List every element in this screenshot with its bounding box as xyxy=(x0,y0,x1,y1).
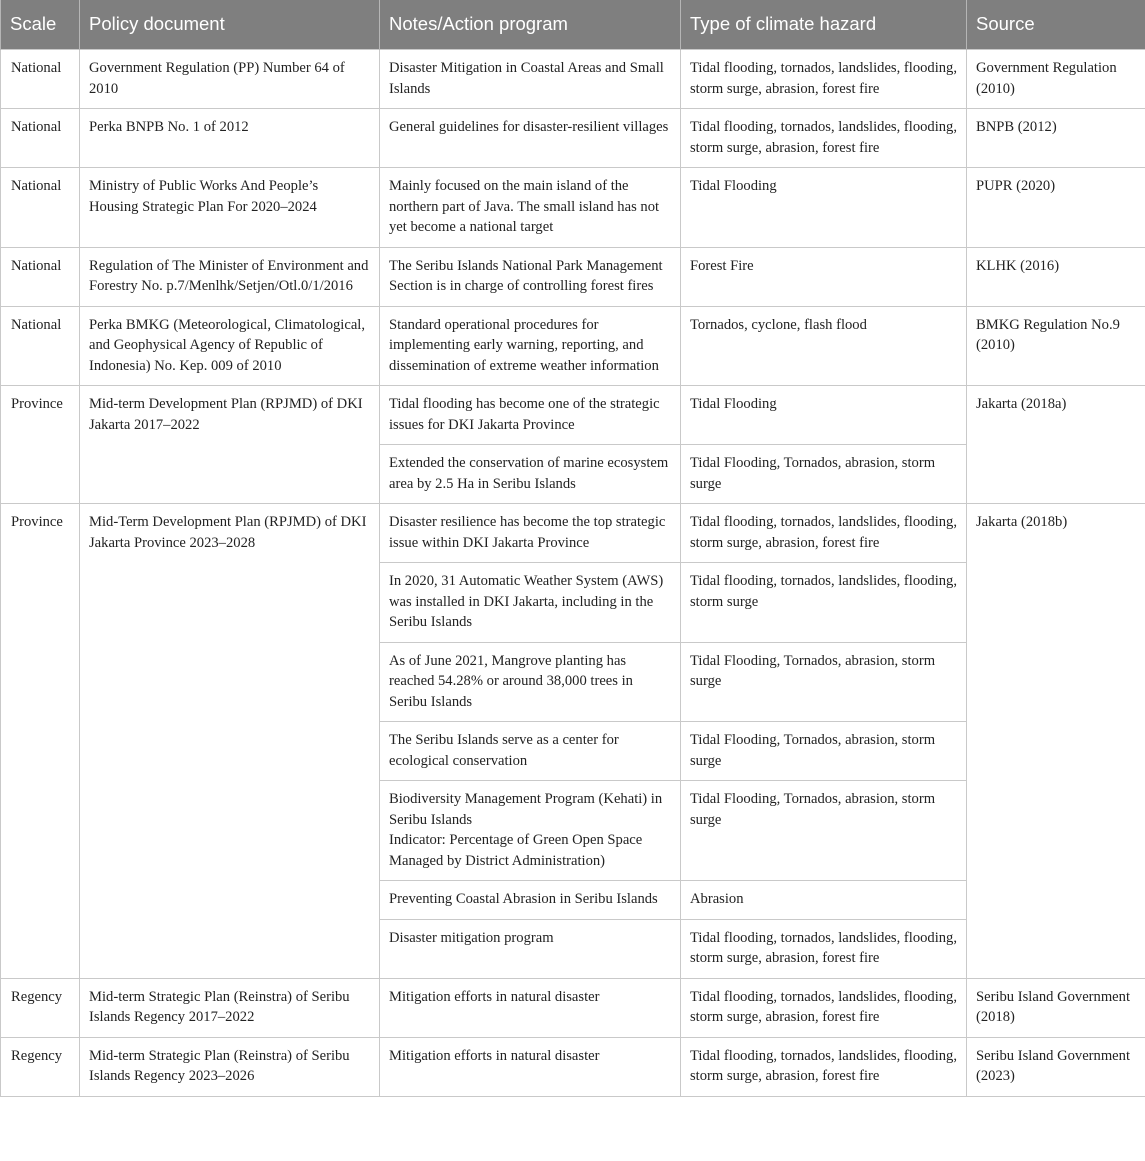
hazard-cell: Tornados, cyclone, flash flood xyxy=(681,306,967,386)
policy-document-cell: Government Regulation (PP) Number 64 of 2010 xyxy=(80,50,380,109)
hazard-cell: Tidal flooding, tornados, landslides, flooding, storm surge, abrasion, forest fire xyxy=(681,1037,967,1096)
scale-cell: Regency xyxy=(1,978,80,1037)
scale-cell: National xyxy=(1,168,80,248)
hazard-cell: Tidal Flooding, Tornados, abrasion, storm surge xyxy=(681,781,967,881)
notes-cell: As of June 2021, Mangrove planting has reached 54.28% or around 38,000 trees in Seribu Islands xyxy=(380,642,681,722)
scale-cell: Province xyxy=(1,504,80,979)
source-cell: Government Regulation (2010) xyxy=(967,50,1145,109)
source-cell: KLHK (2016) xyxy=(967,247,1145,306)
table-row xyxy=(1,109,1145,168)
source-cell: Seribu Island Government (2018) xyxy=(967,978,1145,1037)
notes-cell: Tidal flooding has become one of the strategic issues for DKI Jakarta Province xyxy=(380,386,681,445)
notes-cell: Standard operational procedures for implementing early warning, reporting, and dissemination of extreme weather information xyxy=(380,306,681,386)
header-scale: Scale xyxy=(1,0,80,50)
notes-cell: The Seribu Islands serve as a center for ecological conservation xyxy=(380,722,681,781)
notes-cell: In 2020, 31 Automatic Weather System (AWS) was installed in DKI Jakarta, including in the Seribu Islands xyxy=(380,563,681,643)
hazard-cell: Tidal flooding, tornados, landslides, flooding, storm surge xyxy=(681,563,967,643)
source-cell: Jakarta (2018a) xyxy=(967,386,1145,504)
hazard-cell: Tidal flooding, tornados, landslides, flooding, storm surge, abrasion, forest fire xyxy=(681,919,967,978)
source-cell: Jakarta (2018b) xyxy=(967,504,1145,979)
table-row xyxy=(1,386,1145,445)
hazard-cell: Tidal Flooding, Tornados, abrasion, storm surge xyxy=(681,642,967,722)
hazard-cell: Tidal Flooding, Tornados, abrasion, storm surge xyxy=(681,722,967,781)
header-notes: Notes/Action program xyxy=(380,0,681,50)
header-policy-document: Policy document xyxy=(80,0,380,50)
scale-cell: National xyxy=(1,247,80,306)
notes-cell: Disaster Mitigation in Coastal Areas and Small Islands xyxy=(380,50,681,109)
notes-cell: Biodiversity Management Program (Kehati) in Seribu Islands Indicator: Percentage of Green Open Space Managed by District Administration) xyxy=(380,781,681,881)
policy-document-cell: Mid-term Development Plan (RPJMD) of DKI Jakarta 2017–2022 xyxy=(80,386,380,504)
table-row xyxy=(1,50,1145,109)
table-row xyxy=(1,168,1145,248)
notes-cell: Mitigation efforts in natural disaster xyxy=(380,1037,681,1096)
table-row xyxy=(1,978,1145,1037)
hazard-cell: Forest Fire xyxy=(681,247,967,306)
table-row xyxy=(1,504,1145,563)
scale-cell: Regency xyxy=(1,1037,80,1096)
notes-cell: Disaster mitigation program xyxy=(380,919,681,978)
notes-cell: General guidelines for disaster-resilient villages xyxy=(380,109,681,168)
table-row xyxy=(1,1037,1145,1096)
scale-cell: National xyxy=(1,50,80,109)
notes-cell: Mitigation efforts in natural disaster xyxy=(380,978,681,1037)
notes-cell: The Seribu Islands National Park Management Section is in charge of controlling forest fires xyxy=(380,247,681,306)
header-source: Source xyxy=(967,0,1145,50)
policy-document-cell: Ministry of Public Works And People’s Housing Strategic Plan For 2020–2024 xyxy=(80,168,380,248)
notes-cell: Disaster resilience has become the top strategic issue within DKI Jakarta Province xyxy=(380,504,681,563)
source-cell: BNPB (2012) xyxy=(967,109,1145,168)
scale-cell: National xyxy=(1,306,80,386)
table-row xyxy=(1,306,1145,386)
table-row xyxy=(1,247,1145,306)
hazard-cell: Tidal flooding, tornados, landslides, flooding, storm surge, abrasion, forest fire xyxy=(681,109,967,168)
policy-document-cell: Perka BNPB No. 1 of 2012 xyxy=(80,109,380,168)
policy-document-cell: Perka BMKG (Meteorological, Climatological, and Geophysical Agency of Republic of Indonesia) No. Kep. 009 of 2010 xyxy=(80,306,380,386)
notes-cell: Extended the conservation of marine ecosystem area by 2.5 Ha in Seribu Islands xyxy=(380,445,681,504)
hazard-cell: Tidal flooding, tornados, landslides, flooding, storm surge, abrasion, forest fire xyxy=(681,50,967,109)
policy-document-cell: Mid-Term Development Plan (RPJMD) of DKI Jakarta Province 2023–2028 xyxy=(80,504,380,979)
policy-document-cell: Mid-term Strategic Plan (Reinstra) of Seribu Islands Regency 2017–2022 xyxy=(80,978,380,1037)
source-cell: PUPR (2020) xyxy=(967,168,1145,248)
policy-document-cell: Mid-term Strategic Plan (Reinstra) of Seribu Islands Regency 2023–2026 xyxy=(80,1037,380,1096)
notes-cell: Mainly focused on the main island of the northern part of Java. The small island has not yet become a national target xyxy=(380,168,681,248)
policy-document-cell: Regulation of The Minister of Environment and Forestry No. p.7/Menlhk/Setjen/Otl.0/1/2016 xyxy=(80,247,380,306)
hazard-cell: Abrasion xyxy=(681,881,967,920)
hazard-cell: Tidal Flooding, Tornados, abrasion, storm surge xyxy=(681,445,967,504)
scale-cell: National xyxy=(1,109,80,168)
source-cell: BMKG Regulation No.9 (2010) xyxy=(967,306,1145,386)
scale-cell: Province xyxy=(1,386,80,504)
table-body xyxy=(1,50,1145,1097)
hazard-cell: Tidal flooding, tornados, landslides, flooding, storm surge, abrasion, forest fire xyxy=(681,504,967,563)
source-cell: Seribu Island Government (2023) xyxy=(967,1037,1145,1096)
header-row xyxy=(1,0,1145,50)
hazard-cell: Tidal Flooding xyxy=(681,386,967,445)
header-hazard-type: Type of climate hazard xyxy=(681,0,967,50)
hazard-cell: Tidal Flooding xyxy=(681,168,967,248)
hazard-cell: Tidal flooding, tornados, landslides, flooding, storm surge, abrasion, forest fire xyxy=(681,978,967,1037)
notes-cell: Preventing Coastal Abrasion in Seribu Islands xyxy=(380,881,681,920)
